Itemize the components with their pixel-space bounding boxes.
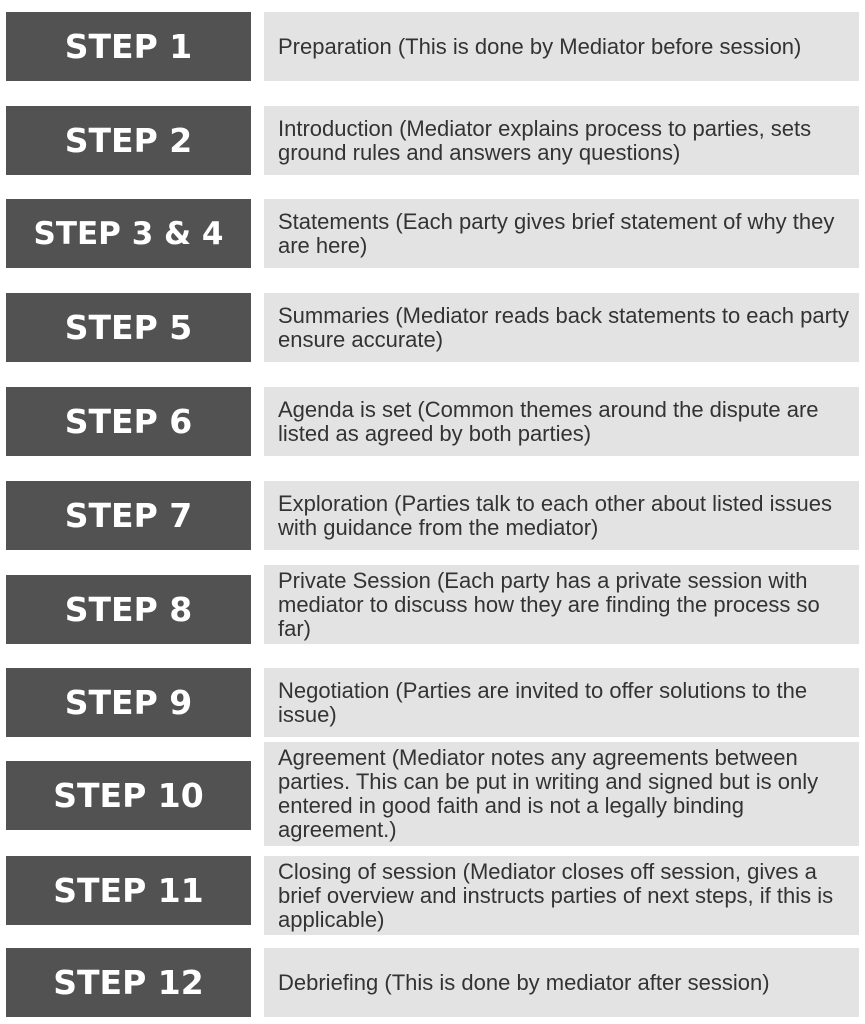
step-description: [264, 668, 859, 737]
step-description-text: Introduction (Mediator explains process to parties, sets ground rules and answers any questions): [278, 115, 812, 165]
step-description-text: Debriefing (This is done by mediator after session): [278, 969, 770, 995]
step-description: [264, 387, 859, 456]
step-label: STEP 10: [6, 761, 251, 830]
step-description-text: Exploration (Parties talk to each other about listed issues with guidance from the mediator): [278, 490, 832, 540]
step-description-text: Negotiation (Parties are invited to offer solutions to the issue): [278, 677, 808, 727]
step-label: STEP 11: [6, 856, 251, 925]
step-description-text: Private Session (Each party has a private session with mediator to discuss how they are finding the process so far): [278, 567, 820, 641]
step-description-text: Summaries (Mediator reads back statements to each party ensure accurate): [278, 302, 850, 352]
step-label: STEP 7: [6, 481, 251, 550]
step-description: [264, 742, 859, 846]
step-description: [264, 565, 859, 644]
step-label: STEP 5: [6, 293, 251, 362]
step-label: STEP 1: [6, 12, 251, 81]
step-description: [264, 481, 859, 550]
step-description: [264, 12, 859, 81]
step-description: [264, 293, 859, 362]
step-description-text: Agreement (Mediator notes any agreements between parties. This can be put in writing and signed but is only entered in good faith and is not a legally binding agreement.): [278, 745, 819, 842]
step-description: [264, 856, 859, 935]
step-description-text: Preparation (This is done by Mediator before session): [278, 33, 802, 59]
step-description: [264, 948, 859, 1017]
step-label: STEP 8: [6, 575, 251, 644]
step-label: STEP 2: [6, 106, 251, 175]
step-label: STEP 6: [6, 387, 251, 456]
step-label: STEP 12: [6, 948, 251, 1017]
step-label: STEP 3 & 4: [6, 199, 251, 268]
step-description-text: Agenda is set (Common themes around the dispute are listed as agreed by both parties): [278, 396, 819, 446]
step-label: STEP 9: [6, 668, 251, 737]
step-description-text: Closing of session (Mediator closes off session, gives a brief overview and instructs parties of next steps, if this is applicable): [278, 858, 834, 932]
step-description-text: Statements (Each party gives brief statement of why they are here): [278, 208, 835, 258]
step-description: [264, 199, 859, 268]
step-description: [264, 106, 859, 175]
